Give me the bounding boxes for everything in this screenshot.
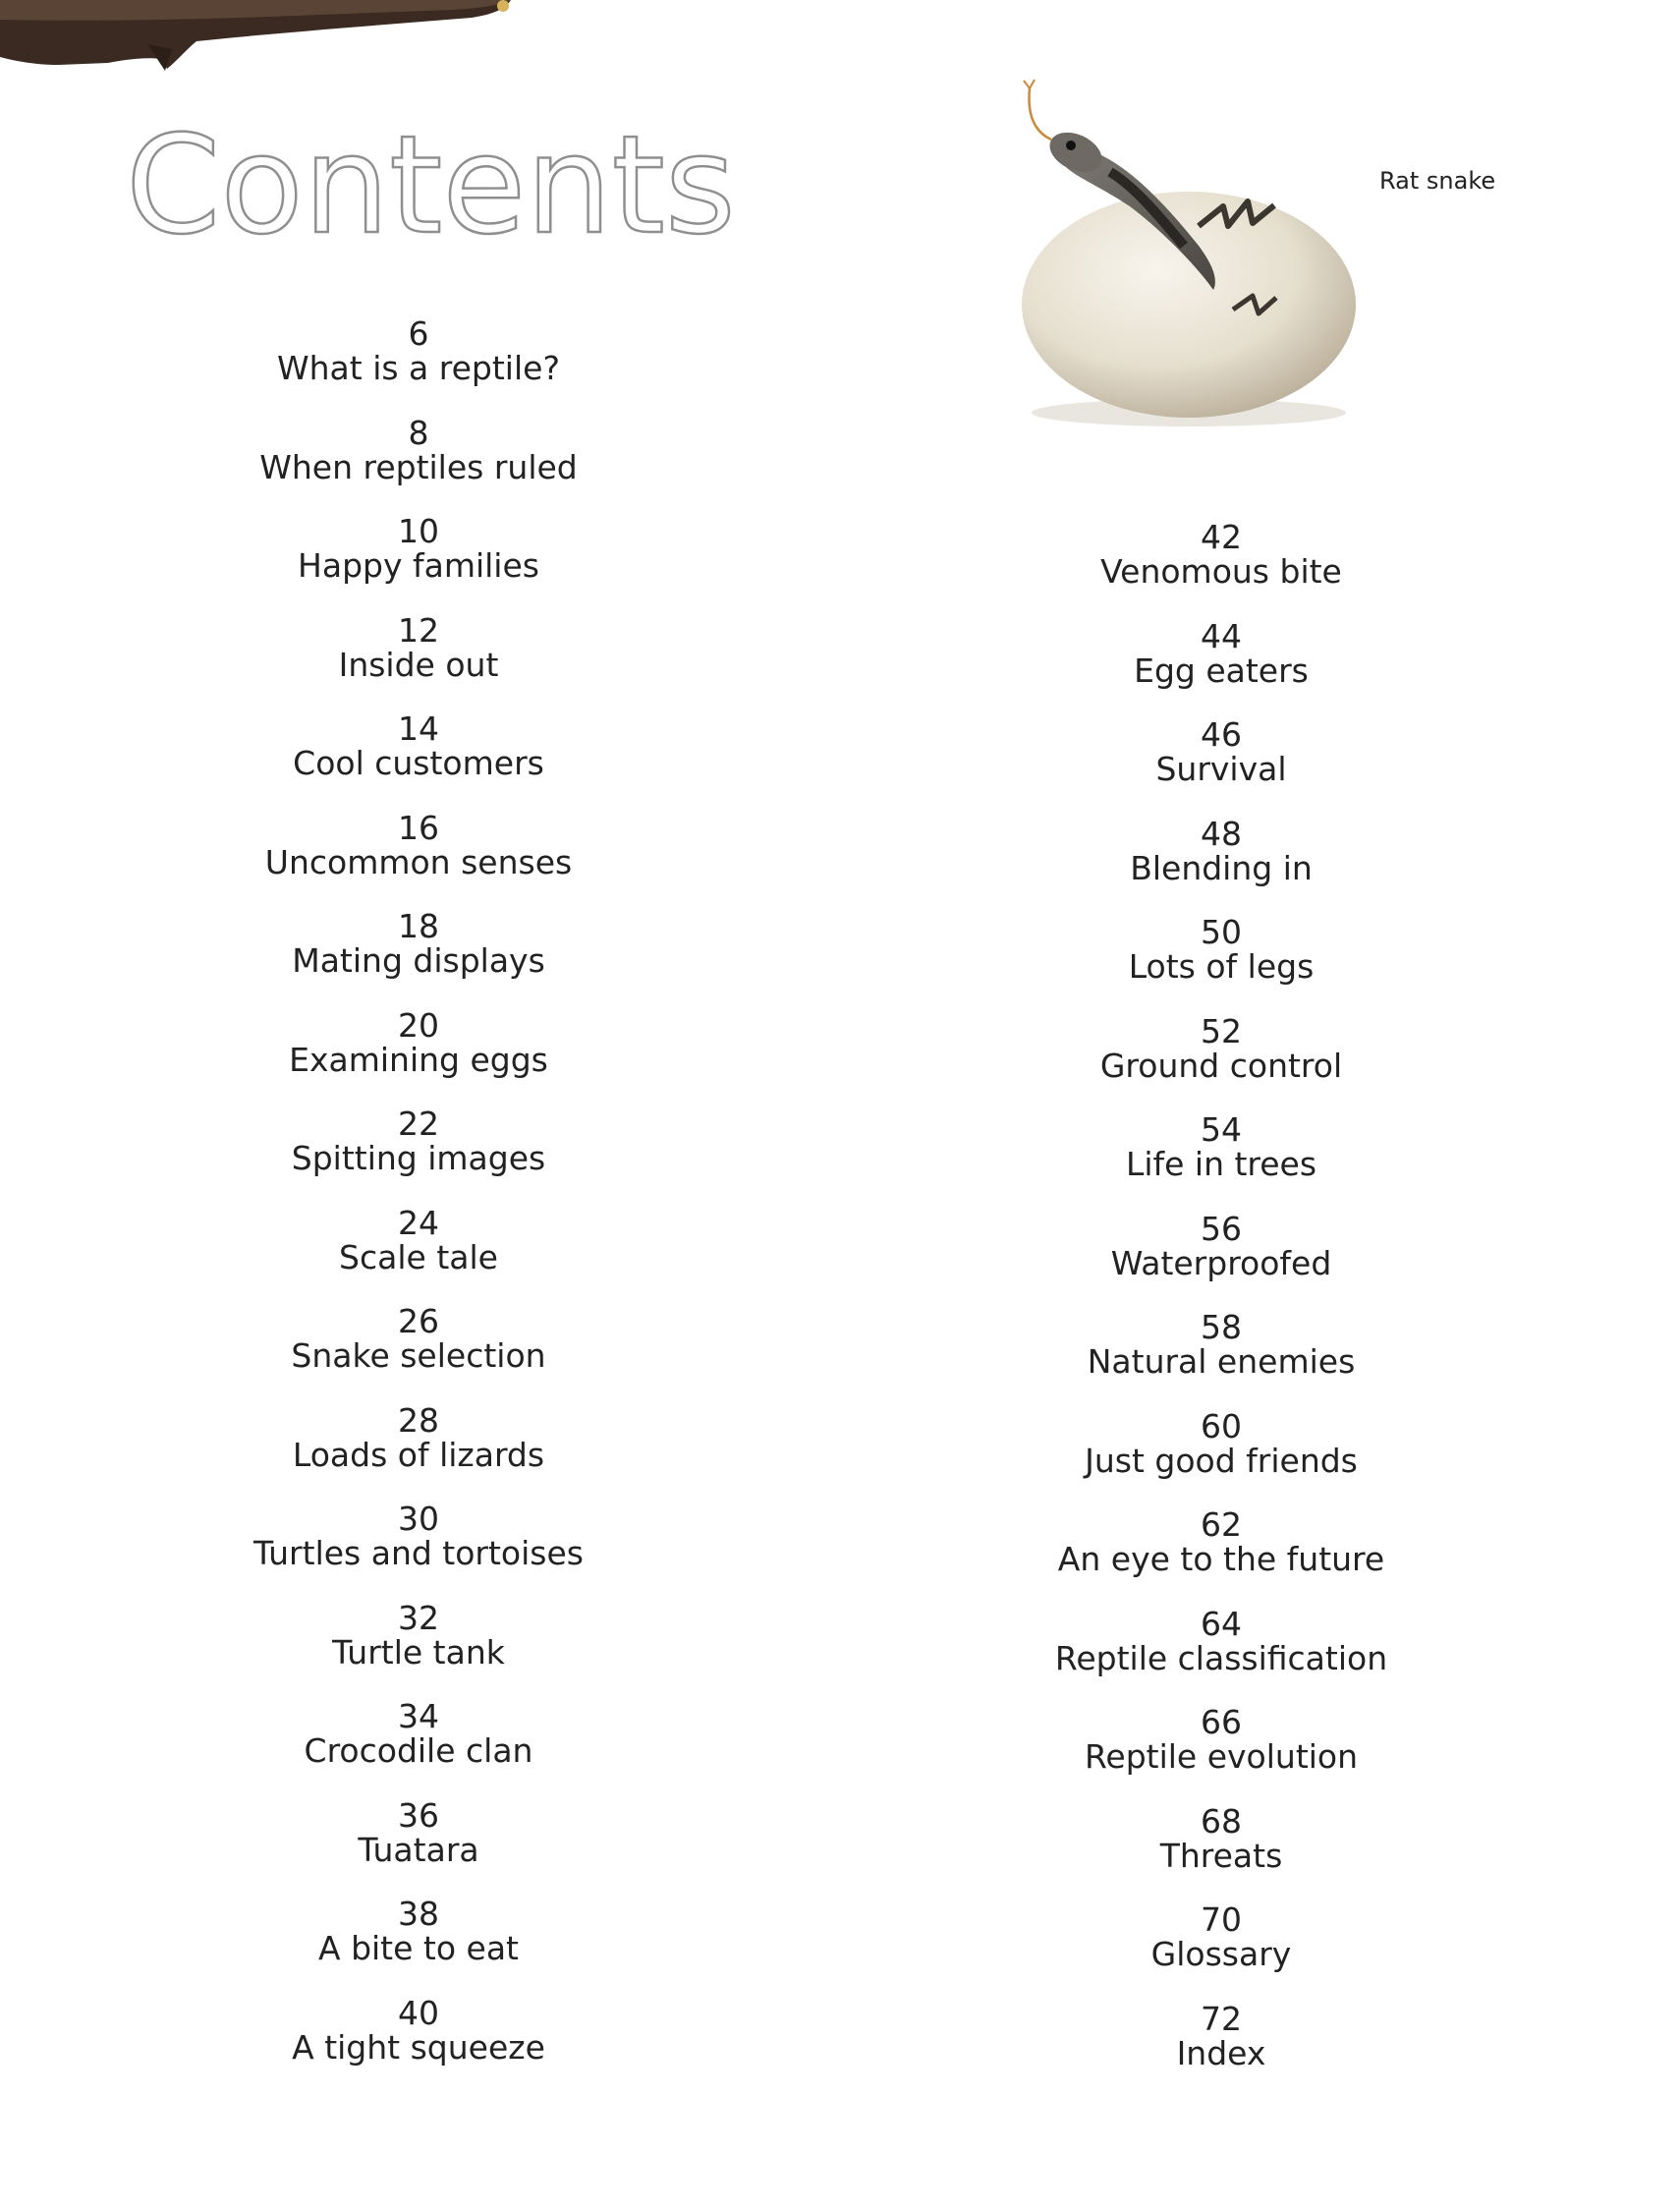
section-title: Venomous bite (1100, 552, 1342, 591)
section-title: Reptile evolution (1084, 1737, 1359, 1776)
page-number: 40 (398, 1993, 439, 2032)
contents-entry[interactable] (966, 1801, 1477, 1903)
section-title: Reptile classification (1054, 1638, 1388, 1677)
page-number: 56 (1201, 1209, 1242, 1248)
section-title: Ground control (1099, 1046, 1343, 1085)
page-number: 22 (398, 1105, 439, 1143)
contents-entry[interactable] (163, 514, 674, 613)
page-number: 20 (398, 1005, 439, 1045)
section-title: Just good friends (1085, 1441, 1358, 1480)
contents-entry[interactable] (966, 814, 1477, 916)
contents-entry[interactable] (966, 1999, 1477, 2101)
section-title: Happy families (298, 546, 539, 585)
contents-entry[interactable] (966, 1604, 1477, 1706)
page-number: 18 (398, 907, 439, 945)
contents-right-column (966, 520, 1477, 2100)
branch-image (0, 0, 550, 79)
section-title: Glossary (1150, 1935, 1292, 1973)
section-title: What is a reptile? (277, 349, 560, 387)
section-title: Examining eggs (289, 1040, 548, 1079)
page-number: 62 (1201, 1505, 1242, 1544)
rat-snake-photo (973, 79, 1385, 432)
contents-entry[interactable] (966, 915, 1477, 1014)
page-number: 44 (1201, 616, 1242, 655)
contents-entry[interactable] (163, 1897, 674, 1996)
page-number: 70 (1201, 1900, 1242, 1939)
section-title: A bite to eat (318, 1929, 519, 1967)
section-title: Spitting images (291, 1139, 546, 1177)
section-title: Threats (1159, 1836, 1283, 1875)
contents-entry[interactable] (966, 520, 1477, 619)
contents-entry[interactable] (966, 717, 1477, 817)
section-title: Uncommon senses (264, 842, 573, 881)
page-number: 34 (398, 1697, 439, 1735)
page-number: 46 (1201, 715, 1242, 754)
section-title: When reptiles ruled (259, 447, 578, 486)
page-number: 60 (1201, 1406, 1242, 1445)
page-number: 64 (1201, 1604, 1242, 1643)
section-title: Lots of legs (1128, 947, 1315, 986)
section-title: Blending in (1130, 848, 1313, 887)
contents-entry[interactable] (163, 1993, 674, 2095)
contents-entry[interactable] (163, 1795, 674, 1898)
contents-entry[interactable] (163, 909, 674, 1008)
contents-entry[interactable] (966, 1902, 1477, 2002)
page-number: 38 (398, 1895, 439, 1933)
contents-entry[interactable] (163, 711, 674, 811)
contents-entry[interactable] (966, 1705, 1477, 1804)
section-title: Natural enemies (1087, 1342, 1356, 1381)
page-number: 66 (1201, 1703, 1242, 1741)
page-title: Contents (126, 106, 736, 264)
page-number: 48 (1201, 814, 1242, 853)
contents-entry[interactable] (966, 1209, 1477, 1311)
page-number: 8 (408, 413, 429, 452)
photo-caption: Rat snake (1379, 167, 1496, 195)
contents-entry[interactable] (966, 1112, 1477, 1212)
page-number: 14 (398, 709, 439, 748)
page-number: 12 (398, 610, 439, 650)
contents-entry[interactable] (966, 1507, 1477, 1607)
contents-entry[interactable] (966, 1406, 1477, 1508)
section-title: Scale tale (339, 1237, 498, 1276)
section-title: A tight squeeze (292, 2027, 545, 2067)
page-number: 28 (398, 1400, 439, 1440)
contents-entry[interactable] (163, 808, 674, 910)
section-title: Turtles and tortoises (253, 1534, 584, 1572)
section-title: Cool customers (293, 744, 544, 782)
page-number: 26 (398, 1302, 439, 1340)
section-title: Mating displays (292, 941, 545, 980)
contents-entry[interactable] (163, 610, 674, 712)
contents-entry[interactable] (163, 1598, 674, 1700)
page-number: 52 (1201, 1011, 1242, 1050)
section-title: Loads of lizards (292, 1435, 545, 1474)
page-number: 72 (1201, 1999, 1242, 2038)
section-title: Index (1176, 2033, 1266, 2072)
contents-entry[interactable] (163, 1502, 674, 1601)
section-title: Crocodile clan (304, 1731, 533, 1770)
page-number: 58 (1201, 1308, 1242, 1346)
section-title: Snake selection (291, 1336, 546, 1375)
page-number: 6 (408, 314, 429, 353)
section-title: Egg eaters (1134, 651, 1309, 690)
contents-entry[interactable] (163, 316, 674, 416)
page-number: 16 (398, 808, 439, 847)
contents-entry[interactable] (966, 1011, 1477, 1113)
page-number: 54 (1201, 1110, 1242, 1149)
section-title: Inside out (338, 645, 499, 684)
page-number: 30 (398, 1500, 439, 1538)
page-number: 32 (398, 1598, 439, 1637)
section-title: An eye to the future (1057, 1540, 1385, 1578)
section-title: Waterproofed (1110, 1243, 1332, 1282)
section-title: Turtle tank (332, 1632, 505, 1672)
section-title: Survival (1155, 750, 1287, 788)
contents-entry[interactable] (163, 1005, 674, 1107)
contents-entry[interactable] (163, 1203, 674, 1305)
contents-left-column (163, 316, 674, 2094)
page-number: 10 (398, 512, 439, 550)
page-number: 36 (398, 1795, 439, 1835)
section-title: Life in trees (1125, 1145, 1317, 1183)
contents-entry[interactable] (163, 413, 674, 515)
section-title: Tuatara (358, 1830, 479, 1869)
page-number: 50 (1201, 913, 1242, 951)
contents-entry[interactable] (163, 1106, 674, 1206)
contents-entry[interactable] (163, 1400, 674, 1502)
page-number: 42 (1201, 518, 1242, 556)
contents-entry[interactable] (163, 1304, 674, 1403)
page-number: 24 (398, 1203, 439, 1242)
contents-entry[interactable] (966, 616, 1477, 718)
contents-entry[interactable] (966, 1310, 1477, 1409)
contents-entry[interactable] (163, 1699, 674, 1798)
page-number: 68 (1201, 1801, 1242, 1841)
